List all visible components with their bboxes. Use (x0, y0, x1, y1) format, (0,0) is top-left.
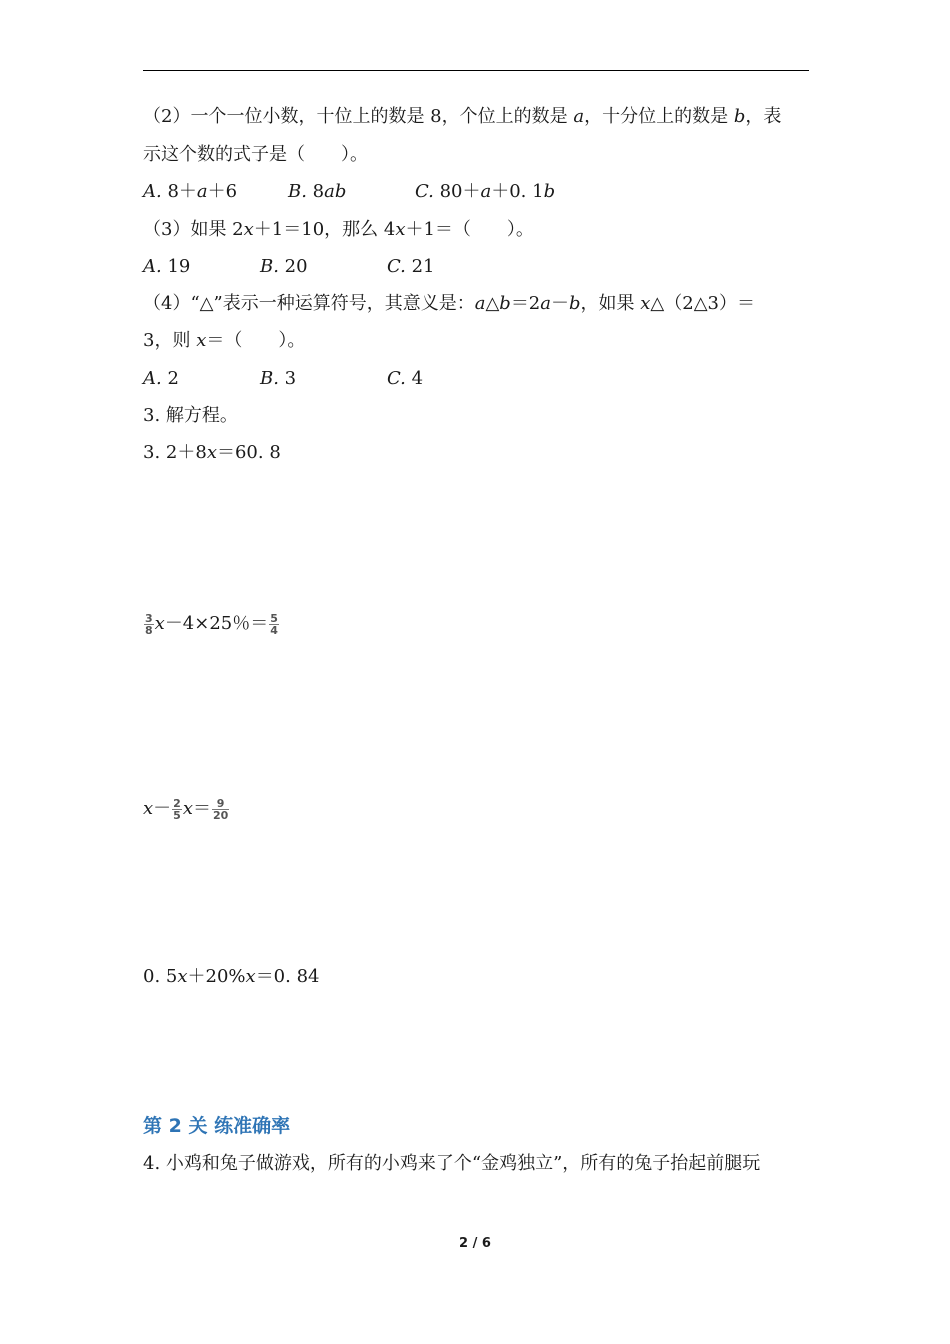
eq-var: x (143, 798, 154, 819)
q4-text: － (551, 293, 569, 314)
option-var: a (196, 181, 208, 202)
q4-var: x (196, 330, 207, 351)
option-text: 4 (405, 368, 424, 389)
eq-var: x (182, 798, 193, 819)
q4-text: ＝（ ）。 (206, 330, 306, 351)
eq-text: 0. 5 (143, 966, 178, 987)
eq-text: ＝0. 84 (255, 966, 320, 987)
q4-var: a (540, 293, 551, 314)
option-var: b (543, 181, 556, 202)
equation-1 (143, 441, 281, 465)
q3-text: ＋1＝（ ）。 (405, 219, 534, 240)
q3-option-b (260, 255, 308, 279)
q4-text: ＝2 (510, 293, 541, 314)
q3-var-x: x (243, 219, 254, 240)
q2-option-b (288, 180, 346, 204)
q2-text: ，十分位上的数是 (584, 106, 734, 127)
q4-symbol: △ (485, 293, 500, 314)
option-label: B. (260, 256, 279, 277)
q4-text: ，如果 (580, 293, 641, 314)
option-label: C. (387, 256, 406, 277)
option-label: C. (387, 368, 406, 389)
eq-var: x (206, 442, 217, 463)
q2-stem-line2: 示这个数的式子是（ ）。 (143, 144, 368, 165)
option-text: 8 (306, 181, 325, 202)
q4-text: △（2△3）＝ (650, 293, 756, 314)
eq-text: －4×25％＝ (164, 613, 269, 634)
fraction-denominator: 4 (270, 623, 278, 637)
fraction-numerator: 2 (173, 796, 181, 810)
q4-stem-line2 (143, 329, 305, 353)
q2-text: ，表 (745, 106, 782, 127)
q4-text: （4）“△”表示一种运算符号，其意义是： (143, 293, 475, 314)
fraction-denominator: 20 (212, 808, 229, 822)
eq-text: － (153, 798, 172, 819)
fraction (269, 613, 279, 636)
q4-stem-line1 (143, 292, 755, 316)
q4-var: x (640, 293, 651, 314)
eq-var: x (154, 613, 165, 634)
eq-text: ＝ (192, 798, 211, 819)
fraction-numerator: 3 (145, 611, 153, 625)
q3-option-c (387, 255, 435, 279)
option-text: 19 (161, 256, 191, 277)
q2-var-a: a (573, 106, 585, 127)
fraction (212, 798, 229, 821)
section-heading: 第 2 关 练准确率 (143, 1115, 291, 1137)
option-text: ＋6 (207, 181, 238, 202)
q2-var-b: b (733, 106, 746, 127)
q4-option-c (387, 367, 423, 391)
fraction-numerator: 9 (212, 798, 229, 810)
equation-4 (143, 965, 320, 989)
option-text: 80＋ (433, 181, 481, 202)
eq-text: ＝60. 8 (216, 442, 281, 463)
eq-var: x (245, 966, 256, 987)
q4-option-a (143, 367, 179, 391)
fraction-denominator: 5 (173, 808, 181, 822)
q3-stem (143, 218, 534, 242)
fraction (144, 613, 154, 636)
option-label: A. (143, 181, 162, 202)
equation-3 (143, 797, 230, 821)
option-text: 8＋ (161, 181, 197, 202)
option-label: B. (288, 181, 307, 202)
fraction-denominator: 8 (145, 623, 153, 637)
option-var: a (480, 181, 492, 202)
eq-text: ＋20% (187, 966, 246, 987)
eq-text: 3. 2＋8 (143, 442, 207, 463)
page-number: 2 / 6 (459, 1236, 491, 1251)
q2-stem-line1 (143, 105, 781, 129)
q3-text: （3）如果 2 (143, 219, 244, 240)
q2-option-a (143, 180, 237, 204)
fraction (172, 798, 182, 821)
q3-var-x: x (395, 219, 406, 240)
q2-text: （2）一个一位小数，十位上的数是 8，个位上的数是 (143, 106, 574, 127)
eq-var: x (177, 966, 188, 987)
option-text: 2 (161, 368, 179, 389)
option-label: C. (415, 181, 434, 202)
q3-option-a (143, 255, 190, 279)
q4-var: b (499, 293, 511, 314)
header-rule (143, 70, 809, 71)
option-text: ＋0. 1 (491, 181, 544, 202)
q3-text: ＋1＝10，那么 4 (253, 219, 396, 240)
q4-story-text: 4. 小鸡和兔子做游戏，所有的小鸡来了个“金鸡独立”，所有的兔子抬起前腿玩 (143, 1153, 761, 1174)
q4-option-b (260, 367, 296, 391)
option-text: 20 (278, 256, 308, 277)
equation-2 (143, 612, 280, 636)
option-text: 21 (405, 256, 435, 277)
option-var: ab (324, 181, 347, 202)
q4-var: b (569, 293, 581, 314)
option-label: B. (260, 368, 279, 389)
fraction-numerator: 5 (270, 611, 278, 625)
option-label: A. (143, 256, 162, 277)
q4-text: 3，则 (143, 330, 197, 351)
q4-var: a (474, 293, 486, 314)
q2-option-c (415, 180, 555, 204)
option-label: A. (143, 368, 162, 389)
solve-title: 3. 解方程。 (143, 405, 238, 426)
option-text: 3 (278, 368, 297, 389)
